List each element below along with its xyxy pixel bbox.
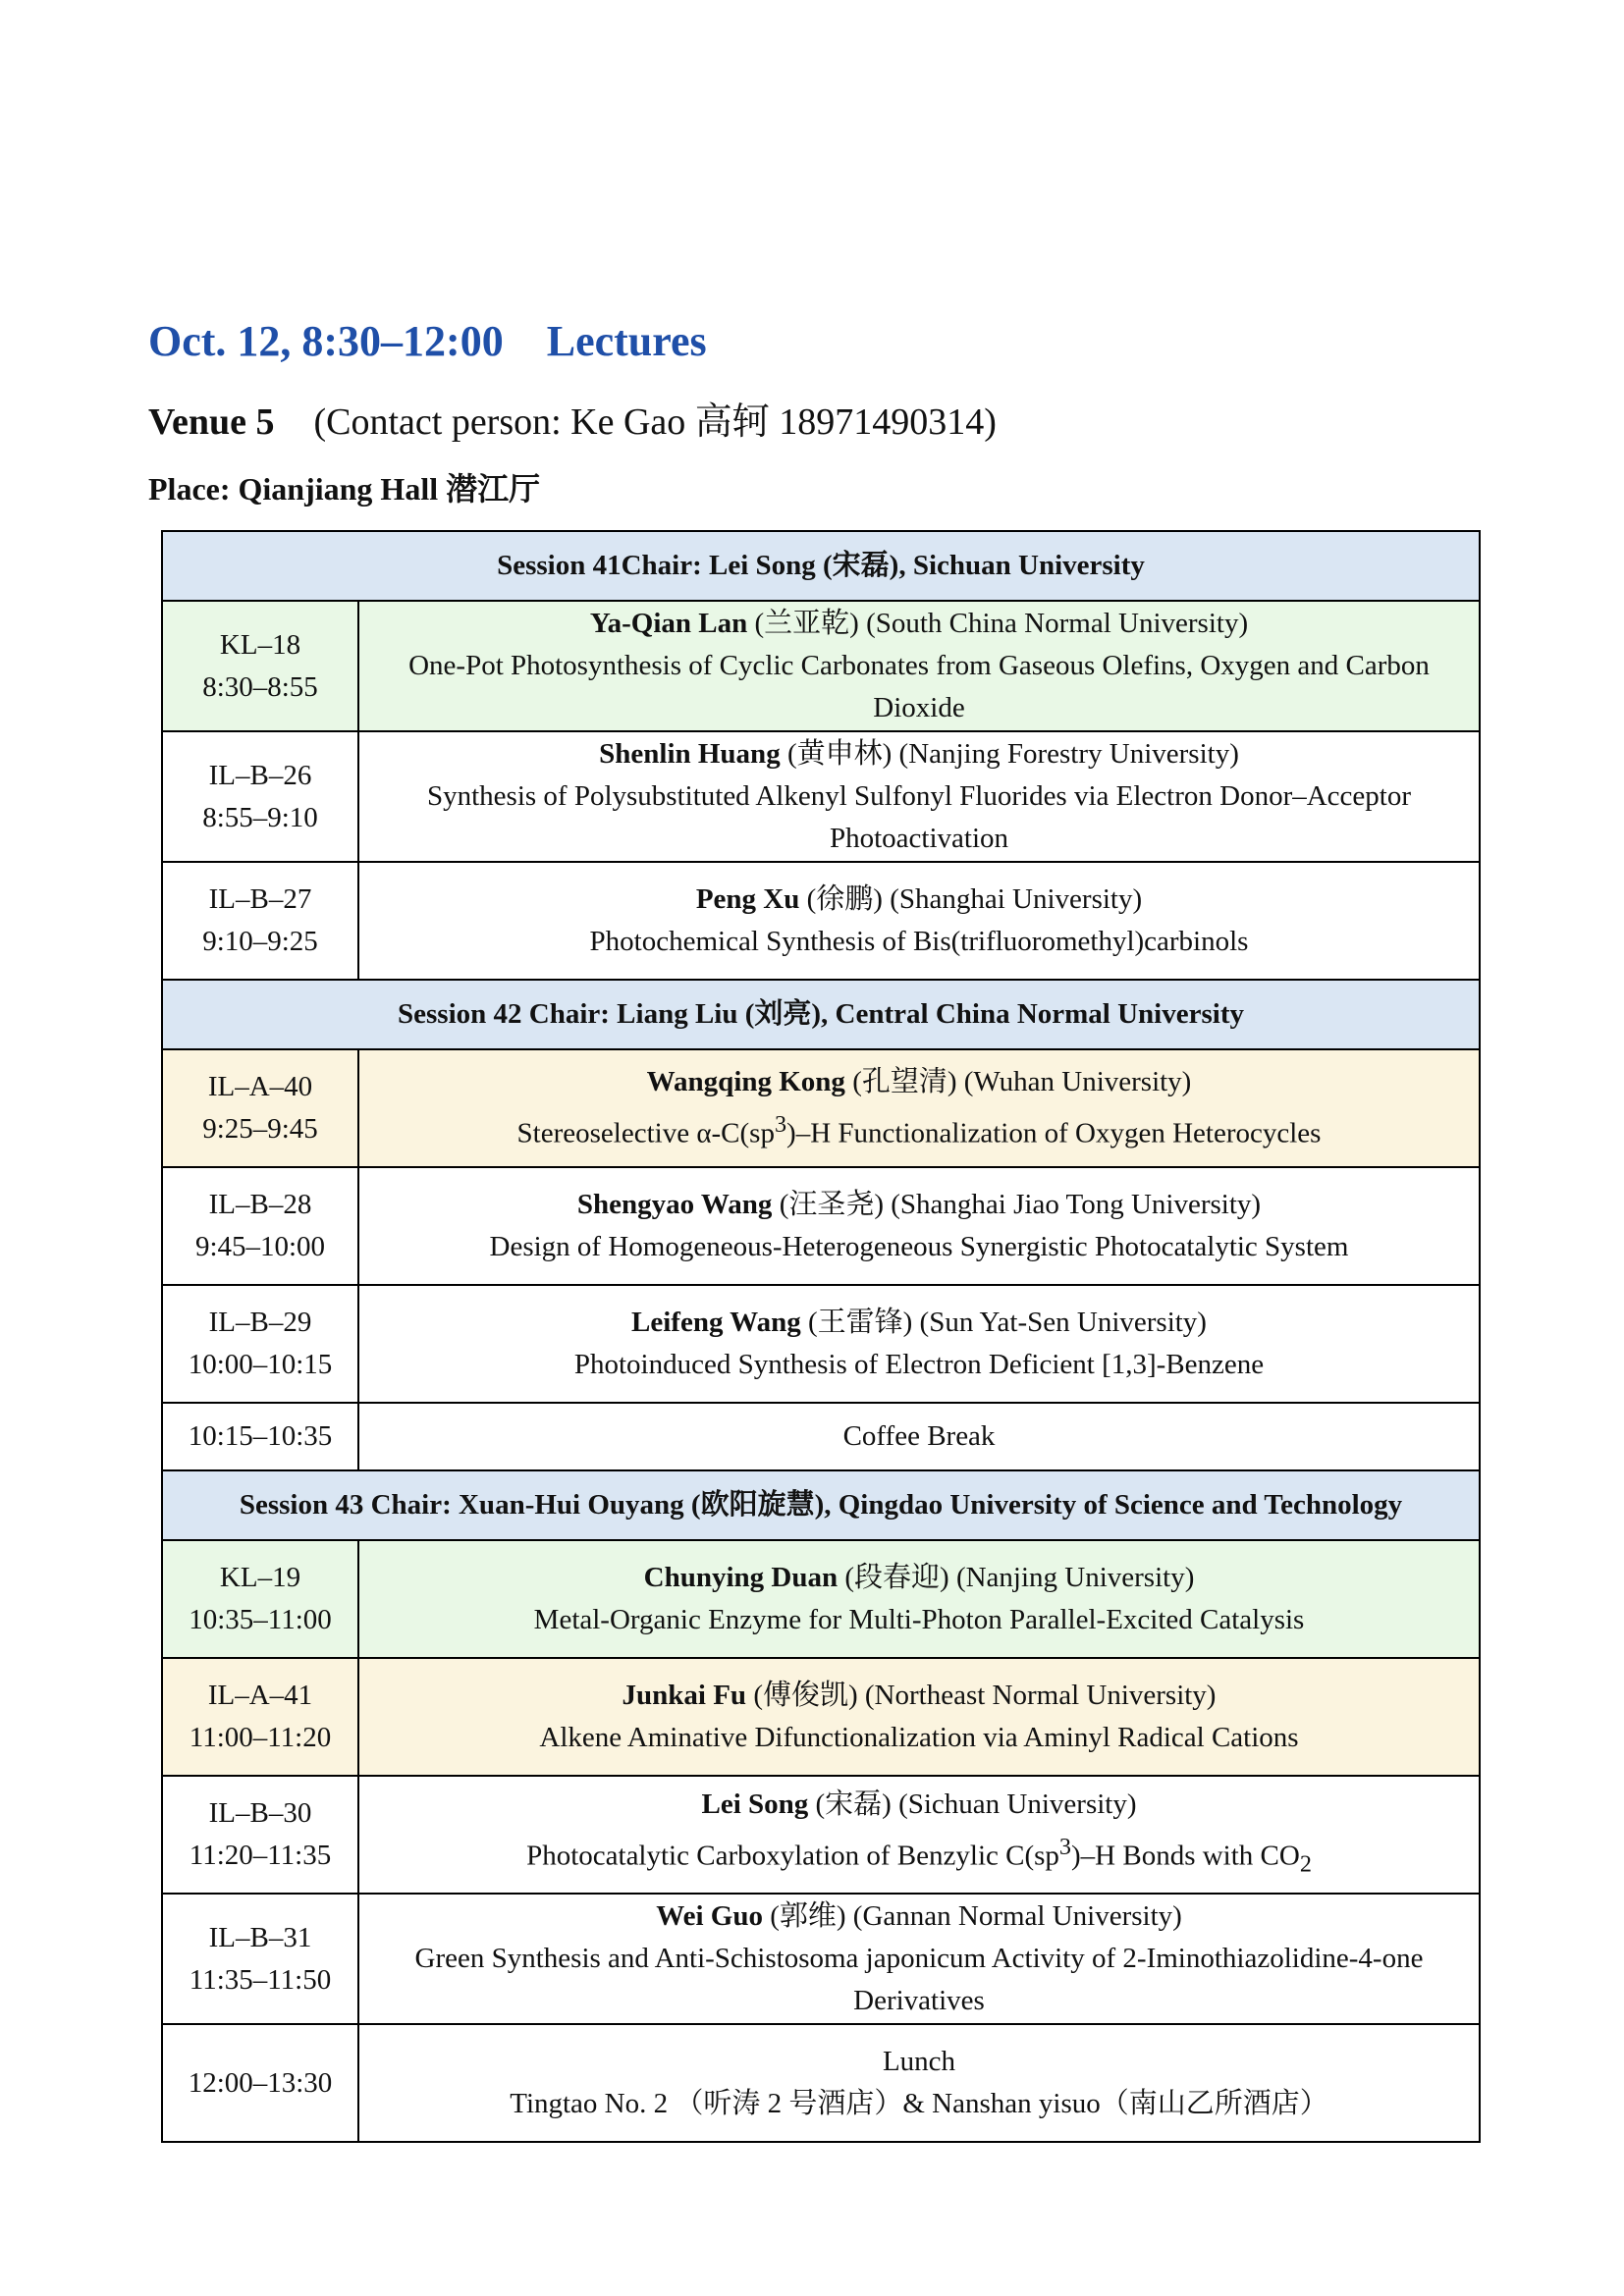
- talk-details: [358, 731, 1480, 862]
- contact-info: (Contact person: Ke Gao 高轲 18971490314): [313, 401, 997, 443]
- speaker-affiliation: (South China Normal University): [858, 608, 1249, 639]
- venue-name: Venue 5: [148, 401, 275, 443]
- speaker-affiliation: (Shanghai University): [882, 883, 1143, 915]
- speaker-chinese-name: (王雷锋): [800, 1307, 913, 1338]
- talk-slot: [162, 862, 358, 980]
- talk-time: 10:00–10:15: [188, 1349, 333, 1380]
- schedule-table: [161, 530, 1481, 2143]
- talk-title: One-Pot Photosynthesis of Cyclic Carbonates from Gaseous Olefins, Oxygen and Carbon Dioxide: [408, 650, 1430, 723]
- talk-details: [358, 1049, 1480, 1167]
- speaker-line: [365, 733, 1473, 775]
- speaker-affiliation: (Wuhan University): [956, 1066, 1192, 1098]
- talk-title: Synthesis of Polysubstituted Alkenyl Sulfonyl Fluorides via Electron Donor–Acceptor Photoactivation: [426, 780, 1411, 854]
- talk-title-part: )–H Functionalization of Oxygen Heterocycles: [786, 1117, 1322, 1149]
- subscript: 2: [1299, 1850, 1312, 1878]
- speaker-affiliation: (Sichuan University): [891, 1789, 1137, 1821]
- lunch-venue: Tingtao No. 2 （听涛 2 号酒店）& Nanshan yisuo（南山乙所酒店）: [510, 2088, 1328, 2119]
- talk-slot: [162, 601, 358, 731]
- session-title: Session 43 Chair: Xuan-Hui Ouyang (欧阳旋慧), Qingdao University of Science and Technology: [162, 1470, 1480, 1540]
- talk-details: [358, 1894, 1480, 2024]
- speaker-affiliation: (Sun Yat-Sen University): [912, 1307, 1207, 1338]
- talk-details: [358, 1285, 1480, 1403]
- talk-slot: [162, 1894, 358, 2024]
- talk-row: [162, 862, 1480, 980]
- talk-details: [358, 1167, 1480, 1285]
- talk-time: 11:20–11:35: [189, 1840, 332, 1871]
- talk-row: [162, 601, 1480, 731]
- speaker-affiliation: (Nanjing Forestry University): [892, 738, 1239, 770]
- talk-title-part: Photocatalytic Carboxylation of Benzylic C(sp: [526, 1840, 1059, 1872]
- talk-title: Alkene Aminative Difunctionalization via Aminyl Radical Cations: [539, 1722, 1299, 1753]
- talk-row: [162, 1776, 1480, 1894]
- speaker-line: [365, 1184, 1473, 1226]
- talk-code: KL–19: [219, 1562, 301, 1593]
- speaker-name: Leifeng Wang: [631, 1307, 801, 1338]
- talk-code: IL–B–27: [208, 883, 312, 915]
- speaker-name: Chunying Duan: [643, 1562, 839, 1593]
- talk-time: 11:00–11:20: [189, 1722, 332, 1753]
- lunch-row: [162, 2024, 1480, 2142]
- talk-slot: [162, 1658, 358, 1776]
- talk-details: [358, 862, 1480, 980]
- place-line: Place: Qianjiang Hall 潜江厅: [148, 471, 541, 507]
- talk-title: [365, 1826, 1473, 1885]
- speaker-line: [365, 879, 1473, 921]
- speaker-chinese-name: (孔望清): [844, 1066, 957, 1098]
- speaker-affiliation: (Northeast Normal University): [857, 1680, 1217, 1711]
- talk-code: IL–B–29: [208, 1307, 312, 1338]
- page-title: [148, 316, 707, 366]
- speaker-line: [365, 1784, 1473, 1826]
- speaker-name: Peng Xu: [695, 883, 800, 915]
- talk-title-part: )–H Bonds with CO: [1071, 1840, 1300, 1872]
- speaker-name: Shenlin Huang: [599, 738, 781, 770]
- talk-row: [162, 1540, 1480, 1658]
- session-header-row: [162, 1470, 1480, 1540]
- talk-code: KL–18: [219, 628, 301, 661]
- speaker-line: [365, 1675, 1473, 1717]
- speaker-line: [365, 1557, 1473, 1599]
- talk-row: [162, 1658, 1480, 1776]
- date-time: Oct. 12, 8:30–12:00: [148, 317, 504, 365]
- speaker-name: Shengyao Wang: [576, 1189, 773, 1220]
- talk-details: [358, 1658, 1480, 1776]
- talk-row: [162, 1285, 1480, 1403]
- talk-code: IL–B–30: [208, 1797, 312, 1829]
- talk-row: [162, 1049, 1480, 1167]
- speaker-chinese-name: (徐鹏): [799, 883, 883, 915]
- talk-code: IL–A–40: [207, 1071, 313, 1102]
- speaker-chinese-name: (汪圣尧): [772, 1189, 885, 1220]
- session-title: Session 41Chair: Lei Song (宋磊), Sichuan University: [162, 531, 1480, 601]
- talk-details: [358, 1776, 1480, 1894]
- speaker-chinese-name: (傅俊凯): [746, 1680, 858, 1711]
- talk-row: [162, 1167, 1480, 1285]
- talk-title: [365, 1103, 1473, 1155]
- venue-line: [148, 391, 997, 445]
- speaker-name: Lei Song: [701, 1789, 809, 1821]
- speaker-affiliation: (Gannan Normal University): [845, 1900, 1182, 1932]
- talk-slot: [162, 1049, 358, 1167]
- break-label: Coffee Break: [358, 1403, 1480, 1470]
- speaker-name: Wei Guo: [656, 1900, 763, 1932]
- talk-time: 9:45–10:00: [194, 1231, 326, 1262]
- break-row: [162, 1403, 1480, 1470]
- lunch-time: 12:00–13:30: [162, 2024, 358, 2142]
- talk-slot: [162, 1167, 358, 1285]
- talk-details: [358, 601, 1480, 731]
- talk-title-part: Stereoselective α-C(sp: [516, 1117, 775, 1149]
- talk-code: IL–B–28: [208, 1189, 312, 1220]
- speaker-line: [365, 603, 1473, 645]
- speaker-line: [365, 1896, 1473, 1938]
- talk-time: 8:55–9:10: [202, 801, 318, 833]
- talk-slot: [162, 1776, 358, 1894]
- talk-title: Design of Homogeneous-Heterogeneous Synergistic Photocatalytic System: [489, 1231, 1349, 1262]
- talk-time: 9:10–9:25: [202, 926, 318, 957]
- speaker-name: Wangqing Kong: [646, 1066, 845, 1098]
- speaker-line: [365, 1302, 1473, 1344]
- talk-title: Green Synthesis and Anti-Schistosoma japonicum Activity of 2-Iminothiazolidine-4-one Derivatives: [414, 1943, 1424, 2016]
- speaker-affiliation: (Shanghai Jiao Tong University): [884, 1189, 1262, 1220]
- talk-slot: [162, 1540, 358, 1658]
- speaker-affiliation: (Nanjing University): [948, 1562, 1195, 1593]
- speaker-chinese-name: (宋磊): [808, 1789, 892, 1821]
- speaker-name: Ya-Qian Lan: [589, 608, 748, 639]
- talk-code: IL–B–31: [208, 1921, 312, 1953]
- speaker-chinese-name: (兰亚乾): [747, 608, 859, 639]
- talk-details: [358, 1540, 1480, 1658]
- talk-time: 10:35–11:00: [189, 1604, 332, 1635]
- speaker-line: [365, 1061, 1473, 1103]
- talk-title: Metal-Organic Enzyme for Multi-Photon Parallel-Excited Catalysis: [533, 1604, 1305, 1635]
- talk-time: 8:30–8:55: [202, 670, 318, 703]
- speaker-chinese-name: (段春迎): [838, 1562, 949, 1593]
- talk-time: 11:35–11:50: [189, 1963, 332, 1996]
- talk-row: [162, 1894, 1480, 2024]
- talk-slot: [162, 731, 358, 862]
- talk-title: Photoinduced Synthesis of Electron Deficient [1,3]-Benzene: [573, 1349, 1265, 1380]
- session-header-row: [162, 531, 1480, 601]
- event-type: Lectures: [546, 317, 707, 365]
- talk-code: IL–A–41: [207, 1680, 313, 1711]
- talk-time: 9:25–9:45: [202, 1113, 318, 1145]
- superscript: 3: [1058, 1834, 1071, 1861]
- session-title: Session 42 Chair: Liang Liu (刘亮), Central China Normal University: [162, 980, 1480, 1049]
- talk-title: Photochemical Synthesis of Bis(trifluoromethyl)carbinols: [589, 926, 1249, 957]
- lunch-label: Lunch: [882, 2046, 956, 2077]
- superscript: 3: [774, 1111, 787, 1139]
- break-time: 10:15–10:35: [162, 1403, 358, 1470]
- talk-slot: [162, 1285, 358, 1403]
- lunch-details: [358, 2024, 1480, 2142]
- session-header-row: [162, 980, 1480, 1049]
- speaker-chinese-name: (黄申林): [780, 738, 893, 770]
- speaker-chinese-name: (郭维): [762, 1900, 846, 1932]
- talk-code: IL–B–26: [208, 759, 312, 791]
- talk-row: [162, 731, 1480, 862]
- speaker-name: Junkai Fu: [622, 1680, 747, 1711]
